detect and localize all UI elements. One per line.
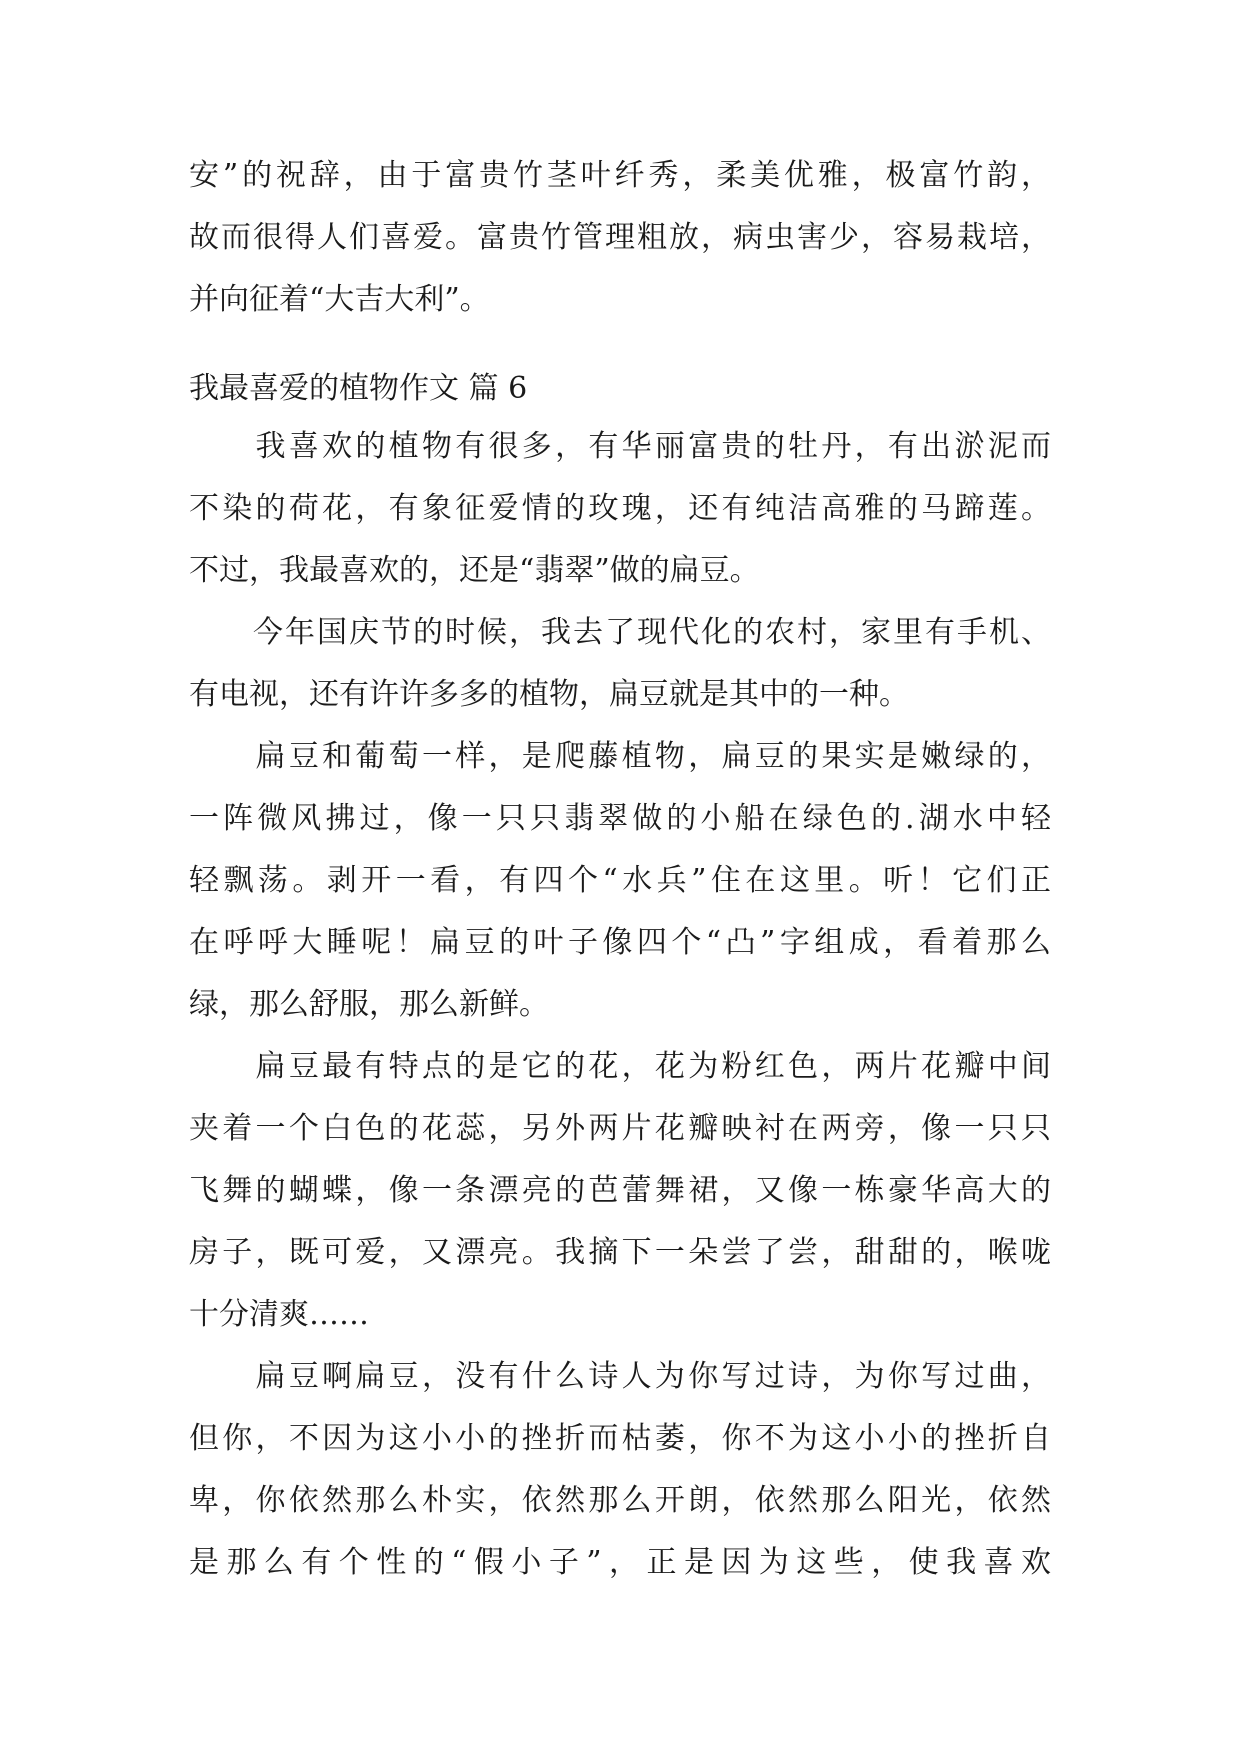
section-heading: [189, 373, 1051, 405]
paragraph-continuation: [189, 160, 1051, 316]
paragraph: [189, 431, 1051, 587]
text-line: 不过，我最喜欢的，还是“翡翠”做的扁豆。: [189, 553, 760, 588]
text-line: 夹着一个白色的花蕊，另外两片花瓣映衬在两旁，像一只只: [189, 1111, 1051, 1146]
text-line: 十分清爽……: [189, 1297, 369, 1332]
paragraph: [189, 1361, 1051, 1579]
text-line: 今年国庆节的时候，我去了现代化的农村，家里有手机、: [189, 615, 1051, 650]
text-line: 卑，你依然那么朴实，依然那么开朗，依然那么阳光，依然: [189, 1483, 1051, 1518]
text-line: 一阵微风拂过，像一只只翡翠做的小船在绿色的.湖水中轻: [189, 801, 1051, 836]
text-line: 轻飘荡。剥开一看，有四个“水兵”住在这里。听！它们正: [189, 863, 1051, 898]
text-line: 飞舞的蝴蝶，像一条漂亮的芭蕾舞裙，又像一栋豪华高大的: [189, 1173, 1051, 1208]
text-line: 扁豆和葡萄一样，是爬藤植物，扁豆的果实是嫩绿的，: [189, 739, 1051, 774]
text-line: 但你，不因为这小小的挫折而枯萎，你不为这小小的挫折自: [189, 1421, 1051, 1456]
text-line: 有电视，还有许许多多的植物，扁豆就是其中的一种。: [189, 677, 909, 712]
text-line: 绿，那么舒服，那么新鲜。: [189, 987, 549, 1022]
text-line: 故而很得人们喜爱。富贵竹管理粗放，病虫害少，容易栽培，: [189, 220, 1051, 255]
text-line: 我喜欢的植物有很多，有华丽富贵的牡丹，有出淤泥而: [189, 429, 1051, 464]
text-line: 安”的祝辞，由于富贵竹茎叶纤秀，柔美优雅，极富竹韵，: [189, 158, 1051, 193]
paragraph: [189, 1051, 1051, 1331]
section-heading-text: 我最喜爱的植物作文 篇 6: [189, 371, 528, 406]
paragraph: [189, 617, 1051, 711]
text-line: 扁豆啊扁豆，没有什么诗人为你写过诗，为你写过曲，: [189, 1359, 1051, 1394]
text-line: 是那么有个性的“假小子”，正是因为这些，使我喜欢: [189, 1545, 1051, 1580]
text-line: 扁豆最有特点的是它的花，花为粉红色，两片花瓣中间: [189, 1049, 1051, 1084]
text-line: 在呼呼大睡呢！扁豆的叶子像四个“凸”字组成，看着那么: [189, 925, 1051, 960]
document-body: [189, 160, 1051, 1609]
paragraph: [189, 741, 1051, 1021]
text-line: 并向征着“大吉大利”。: [189, 282, 490, 317]
text-line: 房子，既可爱，又漂亮。我摘下一朵尝了尝，甜甜的，喉咙: [189, 1235, 1051, 1270]
text-line: 不染的荷花，有象征爱情的玫瑰，还有纯洁高雅的马蹄莲。: [189, 491, 1051, 526]
